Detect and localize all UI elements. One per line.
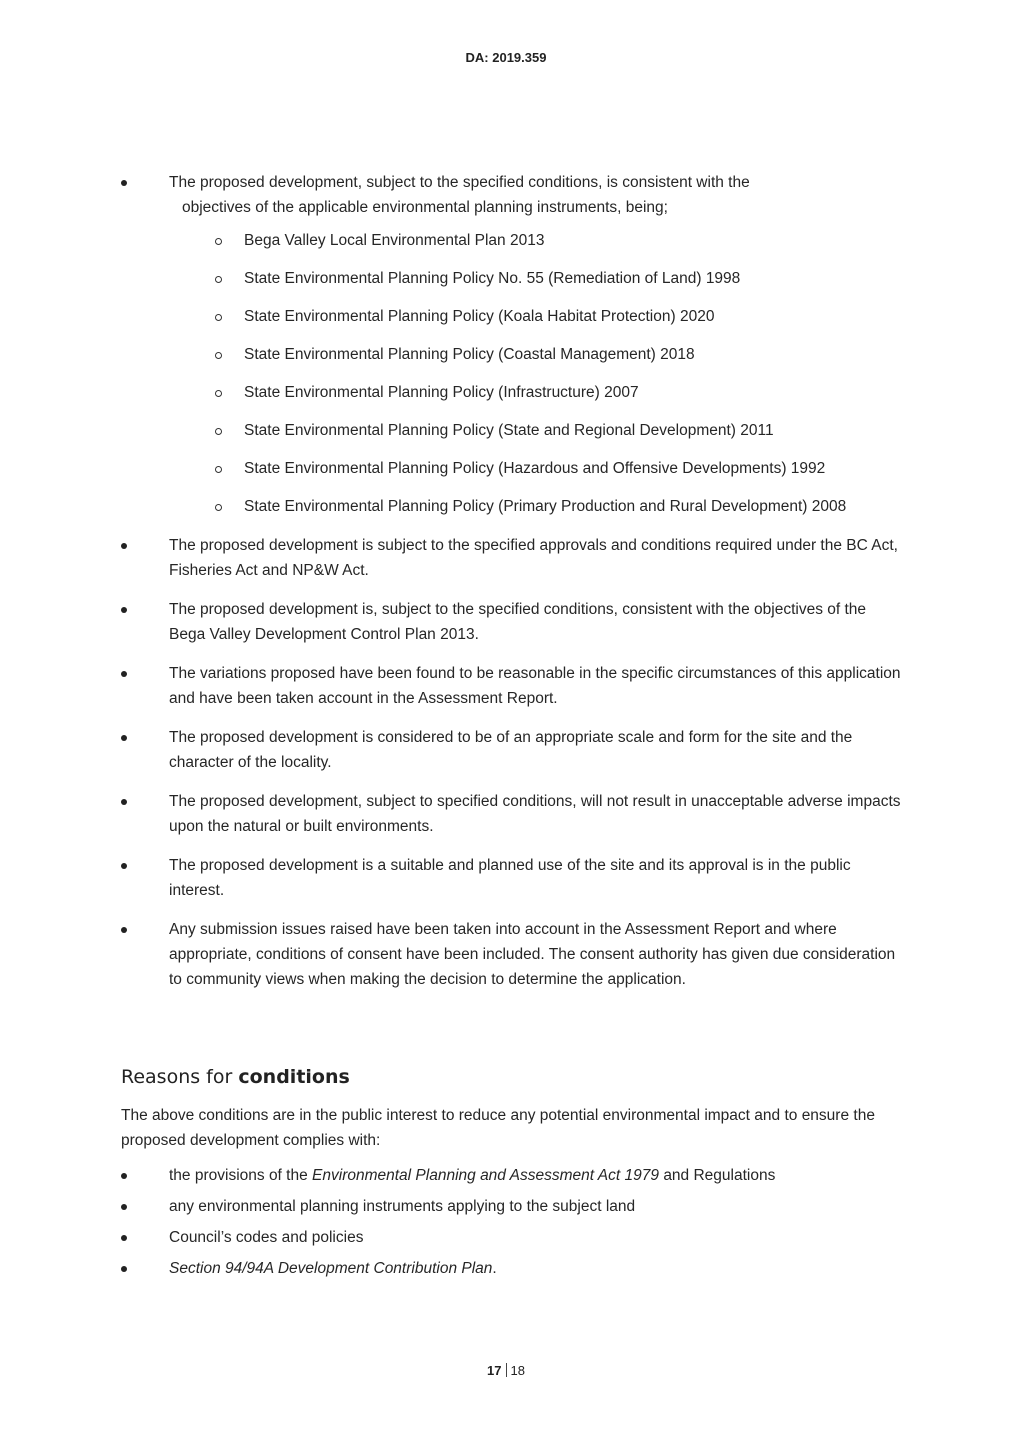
list-item-text: objectives of the applicable environmental planning instruments, being;: [182, 199, 668, 216]
heading-regular-text: Reasons for: [121, 1066, 233, 1088]
section-heading: [121, 1066, 350, 1088]
circle-bullet-icon: [215, 466, 222, 473]
bullet-icon: [121, 1204, 127, 1210]
bullet-icon: [121, 735, 127, 741]
list-item: [121, 789, 901, 839]
sub-list-item: [169, 456, 901, 481]
list-item-text: any environmental planning instruments applying to the subject land: [169, 1198, 636, 1215]
sub-list-item: [169, 228, 901, 253]
bullet-icon: [121, 863, 127, 869]
findings-list: [121, 170, 901, 1006]
list-item: [121, 661, 901, 711]
reasons-list: [121, 1163, 901, 1287]
page-separator: [506, 1363, 507, 1377]
bullet-icon: [121, 799, 127, 805]
bullet-icon: [121, 1235, 127, 1241]
total-pages: 18: [510, 1363, 525, 1378]
document-header: DA: 2019.359: [465, 50, 547, 65]
circle-bullet-icon: [215, 238, 222, 245]
list-item-text: The proposed development is subject to the specified approvals and conditions required under the BC Act, Fisheries Act and NP&W Act.: [169, 537, 898, 579]
circle-bullet-icon: [215, 390, 222, 397]
sub-list-item-text: State Environmental Planning Policy (State and Regional Development) 2011: [244, 422, 774, 439]
bullet-icon: [121, 180, 127, 186]
circle-bullet-icon: [215, 352, 222, 359]
sub-list-item: [169, 266, 901, 291]
page-number: [0, 1363, 1012, 1378]
list-item: [121, 1163, 901, 1188]
sub-list-item-text: State Environmental Planning Policy (Hazardous and Offensive Developments) 1992: [244, 460, 826, 477]
sub-list-item-text: State Environmental Planning Policy (Coastal Management) 2018: [244, 346, 695, 363]
list-item: [121, 917, 901, 992]
list-item: [121, 853, 901, 903]
bullet-icon: [121, 543, 127, 549]
list-item: [121, 1194, 901, 1219]
bullet-icon: [121, 1266, 127, 1272]
list-item-text: Any submission issues raised have been taken into account in the Assessment Report and where appropriate, conditions of consent have been included. The consent authority has given due consideration to community views when making the decision to determine the application.: [169, 921, 896, 988]
list-item-text: The proposed development is, subject to the specified conditions, consistent with the objectives of the Bega Valley Development Control Plan 2013.: [169, 601, 867, 643]
list-item: [121, 725, 901, 775]
bullet-icon: [121, 927, 127, 933]
list-item-text: The proposed development is considered to be of an appropriate scale and form for the site and the character of the locality.: [169, 729, 853, 771]
list-item: [121, 1256, 901, 1281]
heading-bold-text: conditions: [238, 1066, 350, 1088]
circle-bullet-icon: [215, 428, 222, 435]
list-item: [121, 533, 901, 583]
bullet-icon: [121, 671, 127, 677]
list-item: [121, 597, 901, 647]
bullet-icon: [121, 607, 127, 613]
sub-list-item: [169, 342, 901, 367]
circle-bullet-icon: [215, 276, 222, 283]
list-item: [121, 1225, 901, 1250]
plan-title: Section 94/94A Development Contribution Plan: [169, 1260, 493, 1277]
sub-list-item-text: State Environmental Planning Policy (Primary Production and Rural Development) 2008: [244, 498, 847, 515]
list-item-text: and Regulations: [663, 1167, 776, 1184]
sub-list-item: [169, 380, 901, 405]
sub-list-item-text: State Environmental Planning Policy (Koala Habitat Protection) 2020: [244, 308, 715, 325]
sub-list-item: [169, 418, 901, 443]
list-item-text: Council’s codes and policies: [169, 1229, 364, 1246]
circle-bullet-icon: [215, 314, 222, 321]
sub-list-item: [169, 304, 901, 329]
sub-list-item-text: State Environmental Planning Policy (Infrastructure) 2007: [244, 384, 639, 401]
current-page: 17: [487, 1363, 502, 1378]
list-item-text: the provisions of the: [169, 1167, 308, 1184]
act-title: Environmental Planning and Assessment Act 1979: [312, 1167, 659, 1184]
list-item: [121, 170, 901, 519]
list-item-text: The proposed development, subject to specified conditions, will not result in unacceptable adverse impacts upon the natural or built environments.: [169, 793, 901, 835]
list-item-text: The proposed development is a suitable and planned use of the site and its approval is in the public interest.: [169, 857, 851, 899]
reasons-paragraph: The above conditions are in the public interest to reduce any potential environmental impact and to ensure the proposed development complies with:: [121, 1107, 875, 1149]
list-item-text: The variations proposed have been found to be reasonable in the specific circumstances of this application and have been taken account in the Assessment Report.: [169, 665, 901, 707]
instruments-sublist: [169, 228, 901, 519]
sub-list-item-text: Bega Valley Local Environmental Plan 2013: [244, 232, 545, 249]
circle-bullet-icon: [215, 504, 222, 511]
bullet-icon: [121, 1173, 127, 1179]
sub-list-item: [169, 494, 901, 519]
sub-list-item-text: State Environmental Planning Policy No. 55 (Remediation of Land) 1998: [244, 270, 741, 287]
list-item-text: The proposed development, subject to the specified conditions, is consistent with the: [169, 174, 750, 191]
list-item-text: .: [492, 1260, 497, 1277]
